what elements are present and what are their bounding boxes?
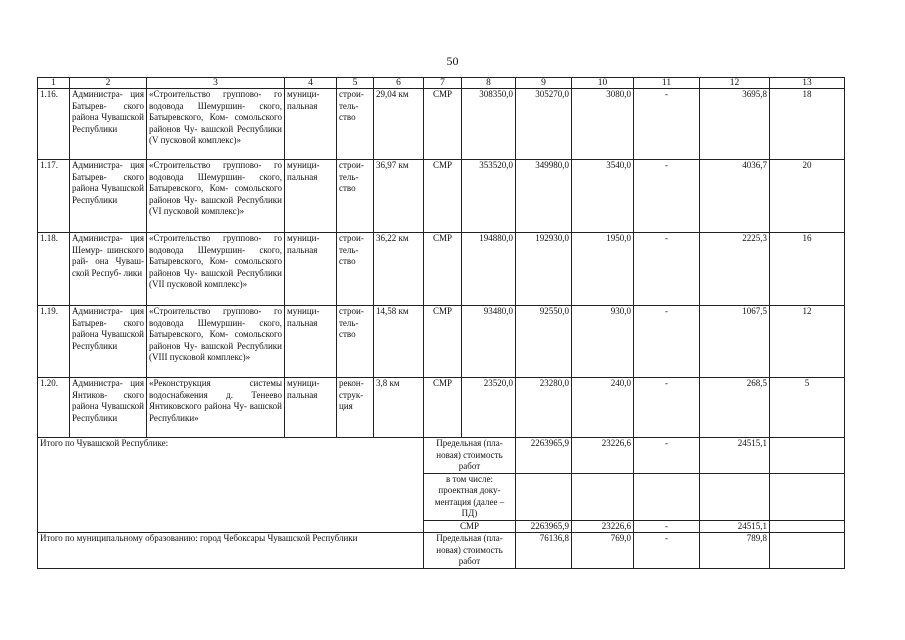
cost-type-cell: СМР: [424, 378, 462, 438]
total-value-cell: -: [634, 520, 700, 533]
work-type-cell: рекон- струк- ция: [337, 378, 374, 438]
total-row: [38, 533, 845, 569]
cost-type-cell: Предельная (пла- новая) стоимость работ: [424, 438, 516, 474]
value-cell: 23520,0: [462, 378, 516, 438]
value-cell: 2225,3: [700, 233, 770, 306]
empty-cell: [770, 473, 845, 520]
column-number: 10: [572, 78, 634, 89]
value-cell: 1067,5: [700, 306, 770, 378]
row-number: 1.20.: [38, 378, 70, 438]
total-value-cell: 23226,6: [572, 520, 634, 533]
value-cell: 16: [770, 233, 845, 306]
value-cell: 12: [770, 306, 845, 378]
cost-type-cell: СМР: [424, 233, 462, 306]
capacity-cell: 36,97 км: [374, 160, 424, 233]
ownership-cell: муници- пальная: [285, 378, 337, 438]
column-number: 13: [770, 78, 845, 89]
value-cell: 4036,7: [700, 160, 770, 233]
ownership-cell: муници- пальная: [285, 233, 337, 306]
cost-type-cell: СМР: [424, 306, 462, 378]
ownership-cell: муници- пальная: [285, 306, 337, 378]
page-number: 50: [446, 54, 459, 68]
column-number: 12: [700, 78, 770, 89]
value-cell: 3695,8: [700, 89, 770, 160]
project-cell: «Строительство группово- го водовода Шемуршин- ского, Батыревского, Ком- сомольского районов Чу- вашской Республики (VII пусковой комплекс)»: [147, 233, 285, 306]
column-number: 3: [147, 78, 285, 89]
work-type-cell: строи- тель- ство: [337, 160, 374, 233]
total-value-cell: 23226,6: [572, 438, 634, 474]
administrator-cell: Администра- ция Батырев- ского района Чувашской Республики: [70, 160, 147, 233]
table-row: [38, 378, 845, 438]
value-cell: 353520,0: [462, 160, 516, 233]
value-cell: 305270,0: [516, 89, 572, 160]
cost-type-cell: СМР: [424, 89, 462, 160]
value-cell: -: [634, 89, 700, 160]
capacity-cell: 14,58 км: [374, 306, 424, 378]
value-cell: 192930,0: [516, 233, 572, 306]
project-cell: «Строительство группово- го водовода Шемуршин- ского, Батыревского, Ком- сомольского районов Чу- вашской Республики (VI пусковой комплекс)»: [147, 160, 285, 233]
value-cell: 3540,0: [572, 160, 634, 233]
value-cell: -: [634, 306, 700, 378]
project-cell: «Строительство группово- го водовода Шемуршин- ского, Батыревского, Ком- сомольского районов Чу- вашской Республики (V пусковой комплекс)»: [147, 89, 285, 160]
total-row: [38, 438, 845, 474]
total-value-cell: 769,0: [572, 533, 634, 569]
value-cell: 194880,0: [462, 233, 516, 306]
row-number: 1.18.: [38, 233, 70, 306]
total-value-cell: [516, 473, 572, 520]
value-cell: 240,0: [572, 378, 634, 438]
total-label: Итого по муниципальному образованию: город Чебоксары Чувашской Республики: [38, 533, 424, 569]
column-number: 11: [634, 78, 700, 89]
total-value-cell: 76136,8: [516, 533, 572, 569]
table-row: [38, 306, 845, 378]
administrator-cell: Администра- ция Шемур- шинского рай- она Чуваш- ской Респуб- лики: [70, 233, 147, 306]
cost-type-cell: Предельная (пла- новая) стоимость работ: [424, 533, 516, 569]
value-cell: 268,5: [700, 378, 770, 438]
value-cell: 23280,0: [516, 378, 572, 438]
value-cell: 18: [770, 89, 845, 160]
column-number: 4: [285, 78, 337, 89]
total-value-cell: 24515,1: [700, 520, 770, 533]
ownership-cell: муници- пальная: [285, 89, 337, 160]
table-row: [38, 89, 845, 160]
column-number: 6: [374, 78, 424, 89]
value-cell: -: [634, 378, 700, 438]
work-type-cell: строи- тель- ство: [337, 233, 374, 306]
column-number: 7: [424, 78, 462, 89]
total-value-cell: 789,8: [700, 533, 770, 569]
value-cell: 1950,0: [572, 233, 634, 306]
row-number: 1.19.: [38, 306, 70, 378]
empty-cell: [770, 520, 845, 533]
value-cell: 308350,0: [462, 89, 516, 160]
column-number: 5: [337, 78, 374, 89]
total-value-cell: [634, 473, 700, 520]
administrator-cell: Администра- ция Батырев- ского района Чувашской Республики: [70, 89, 147, 160]
table-row: [38, 233, 845, 306]
value-cell: 5: [770, 378, 845, 438]
row-number: 1.16.: [38, 89, 70, 160]
value-cell: -: [634, 233, 700, 306]
table-row: [38, 160, 845, 233]
value-cell: 349980,0: [516, 160, 572, 233]
column-number: 9: [516, 78, 572, 89]
row-number: 1.17.: [38, 160, 70, 233]
value-cell: -: [634, 160, 700, 233]
value-cell: 3080,0: [572, 89, 634, 160]
total-value-cell: [572, 473, 634, 520]
total-value-cell: 2263965,9: [516, 438, 572, 474]
cost-type-cell: СМР: [424, 160, 462, 233]
empty-cell: [770, 533, 845, 569]
cost-type-cell: в том числе: проектная доку- ментация (далее – ПД): [424, 473, 516, 520]
total-value-cell: 2263965,9: [516, 520, 572, 533]
column-number: 8: [462, 78, 516, 89]
capacity-cell: 3,8 км: [374, 378, 424, 438]
value-cell: 20: [770, 160, 845, 233]
column-number: 2: [70, 78, 147, 89]
project-cell: «Реконструкция системы водоснабжения д. Тенеево Янтиковского района Чу- вашской Республики»: [147, 378, 285, 438]
total-value-cell: -: [634, 533, 700, 569]
total-value-cell: -: [634, 438, 700, 474]
cost-type-cell: СМР: [424, 520, 516, 533]
value-cell: 92550,0: [516, 306, 572, 378]
project-cell: «Строительство группово- го водовода Шемуршин- ского, Батыревского, Ком- сомольского районов Чу- вашской Республики (VIII пусковой комплекс)»: [147, 306, 285, 378]
value-cell: 93480,0: [462, 306, 516, 378]
capacity-cell: 29,04 км: [374, 89, 424, 160]
empty-cell: [770, 438, 845, 474]
total-label: Итого по Чувашской Республике:: [38, 438, 424, 533]
total-value-cell: [700, 473, 770, 520]
capital-investment-table: [37, 77, 845, 569]
administrator-cell: Администра- ция Батырев- ского района Чувашской Республики: [70, 306, 147, 378]
value-cell: 930,0: [572, 306, 634, 378]
capacity-cell: 36,22 км: [374, 233, 424, 306]
column-number-row: [38, 78, 845, 89]
work-type-cell: строи- тель- ство: [337, 89, 374, 160]
total-value-cell: 24515,1: [700, 438, 770, 474]
ownership-cell: муници- пальная: [285, 160, 337, 233]
administrator-cell: Администра- ция Янтиков- ского района Чувашской Республики: [70, 378, 147, 438]
column-number: 1: [38, 78, 70, 89]
work-type-cell: строи- тель- ство: [337, 306, 374, 378]
